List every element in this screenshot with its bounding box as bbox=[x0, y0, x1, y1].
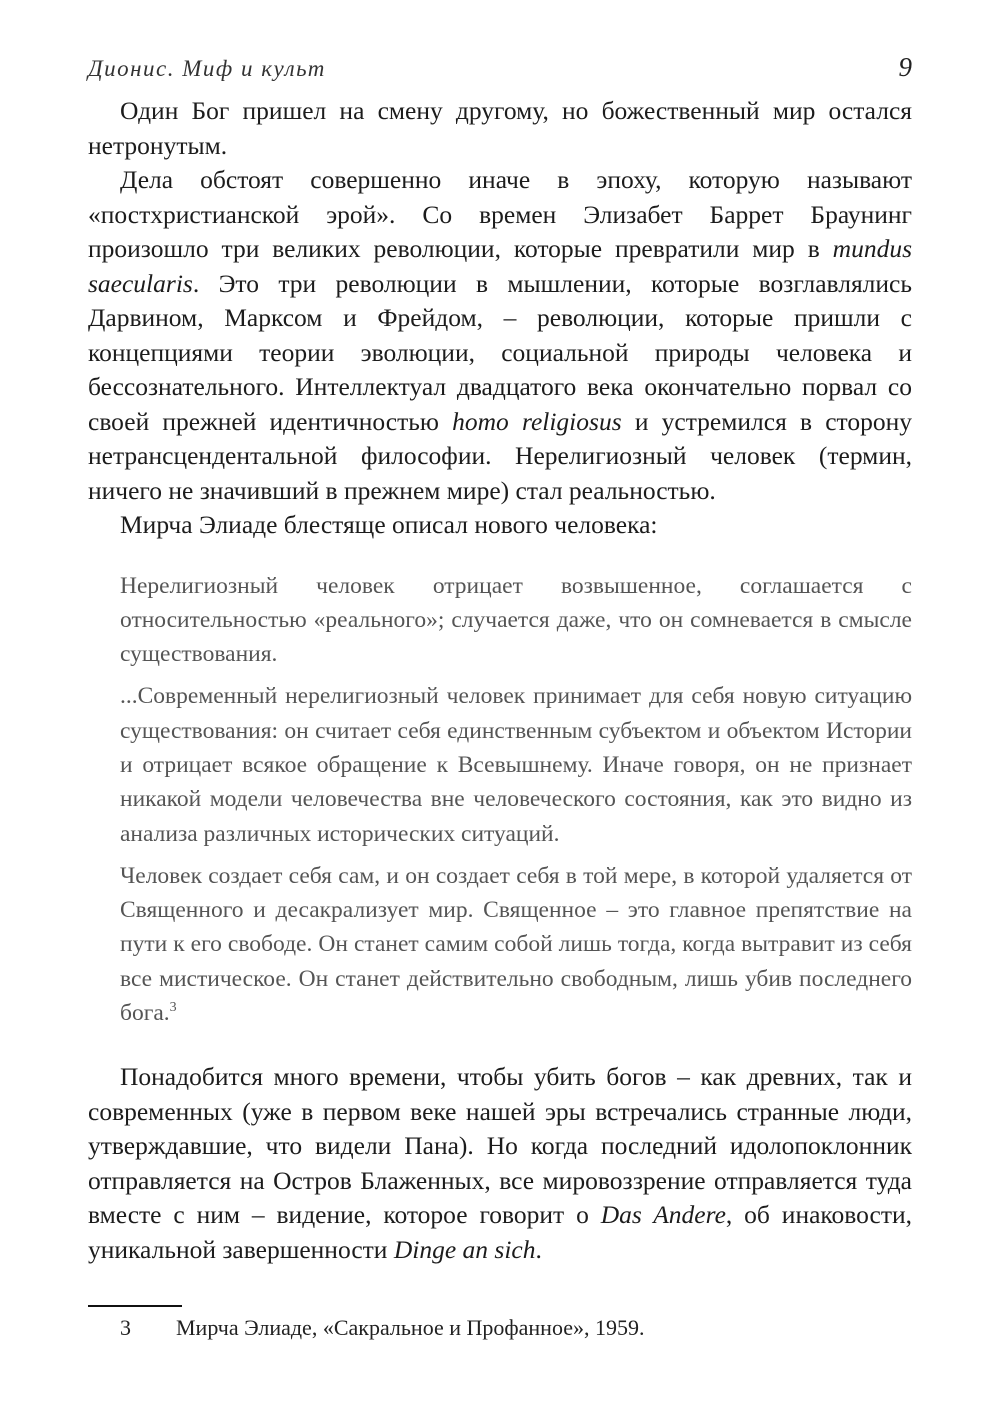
page-number: 9 bbox=[898, 52, 912, 82]
quote-paragraph-3-text: Человек создает себя сам, и он создает себя в той мере, в которой удаляется от Священного и десакрализует мир. Священное – это главное препятствие на пути к его свободе. Он станет самим собой лишь тогда, когда вытравит из себя все мистическое. Он станет действительно свободным, лишь убив последнего бога. bbox=[120, 862, 912, 1027]
running-header bbox=[88, 52, 912, 88]
paragraph-4-text-b: , об инаковости, уникальной завершенности bbox=[88, 1200, 912, 1264]
footnote-text: Мирча Элиаде, «Сакральное и Профанное», 1959. bbox=[176, 1315, 645, 1340]
quote-paragraph-2: ...Современный нерелигиозный человек принимает для себя новую ситуацию существования: он считает себя единственным субъектом и объектом Истории и отрицает всякое обращение к Всевышнему. Иначе говоря, он не признает никакой модели человечества вне человеческого состояния, как это видно из анализа различных исторических ситуаций. bbox=[120, 683, 912, 847]
paragraph-1 bbox=[88, 94, 912, 163]
paragraph-4-italic-das-andere: Das Andere bbox=[600, 1200, 726, 1230]
footnote-number: 3 bbox=[120, 1315, 131, 1340]
main-text bbox=[88, 94, 912, 1267]
footnote-reference[interactable]: 3 bbox=[169, 1000, 177, 1016]
footnote bbox=[120, 1314, 900, 1342]
paragraph-2-text-c: и устремился в сторону нетрансцендентальной философии. Нерелигиозный человек (термин, ничего не значивший в прежнем мире) стал реальностью. bbox=[88, 406, 913, 505]
footnote-divider bbox=[88, 1305, 182, 1307]
paragraph-4-text-c: . bbox=[535, 1234, 542, 1264]
paragraph-4 bbox=[88, 1060, 912, 1267]
quote-paragraph-3 bbox=[120, 859, 912, 1030]
paragraph-1-text: Один Бог пришел на смену другому, но божественный мир остался нетронутым. bbox=[88, 96, 912, 160]
paragraph-2-text-a: Дела обстоят совершенно иначе в эпоху, которую называют «постхристианской эрой». Со времен Элизабет Баррет Браунинг произошло три великих революции, которые превратили мир в bbox=[88, 165, 912, 263]
paragraph-3-text: Мирча Элиаде блестяще описал нового человека: bbox=[120, 510, 658, 539]
paragraph-3 bbox=[88, 508, 912, 543]
quote-paragraph-1: Нерелигиозный человек отрицает возвышенное, соглашается с относительностью «реального»; случается даже, что он сомневается в смысле существования. bbox=[120, 572, 912, 668]
paragraph-4-italic-dinge: Dinge an sich bbox=[393, 1234, 536, 1264]
paragraph-2-italic-mundus: mundus saecularis bbox=[88, 234, 912, 298]
paragraph-2-text-b: . Это три революции в мышлении, которые возглавлялись Дарвином, Марксом и Фрейдом, – революции, которые пришли с концепциями теории эволюции, социальной природы человека и бессознательного. Интеллектуал двадцатого века окончательно порвал со своей прежней идентичностью bbox=[88, 268, 912, 436]
block-quote bbox=[120, 569, 912, 1031]
running-title: Дионис. Миф и культ bbox=[88, 56, 326, 81]
paragraph-2 bbox=[88, 163, 912, 508]
paragraph-4-text-a: Понадобится много времени, чтобы убить богов – как древних, так и современных (уже в первом веке нашей эры встречались странные люди, утверждавшие, что видели Пана). Но когда последний идолопоклонник отправляется на Остров Блаженных, все мировоззрение отправляется туда вместе с ним – видение, которое говорит о bbox=[88, 1062, 912, 1230]
paragraph-2-italic-homo: homo religiosus bbox=[452, 406, 622, 436]
